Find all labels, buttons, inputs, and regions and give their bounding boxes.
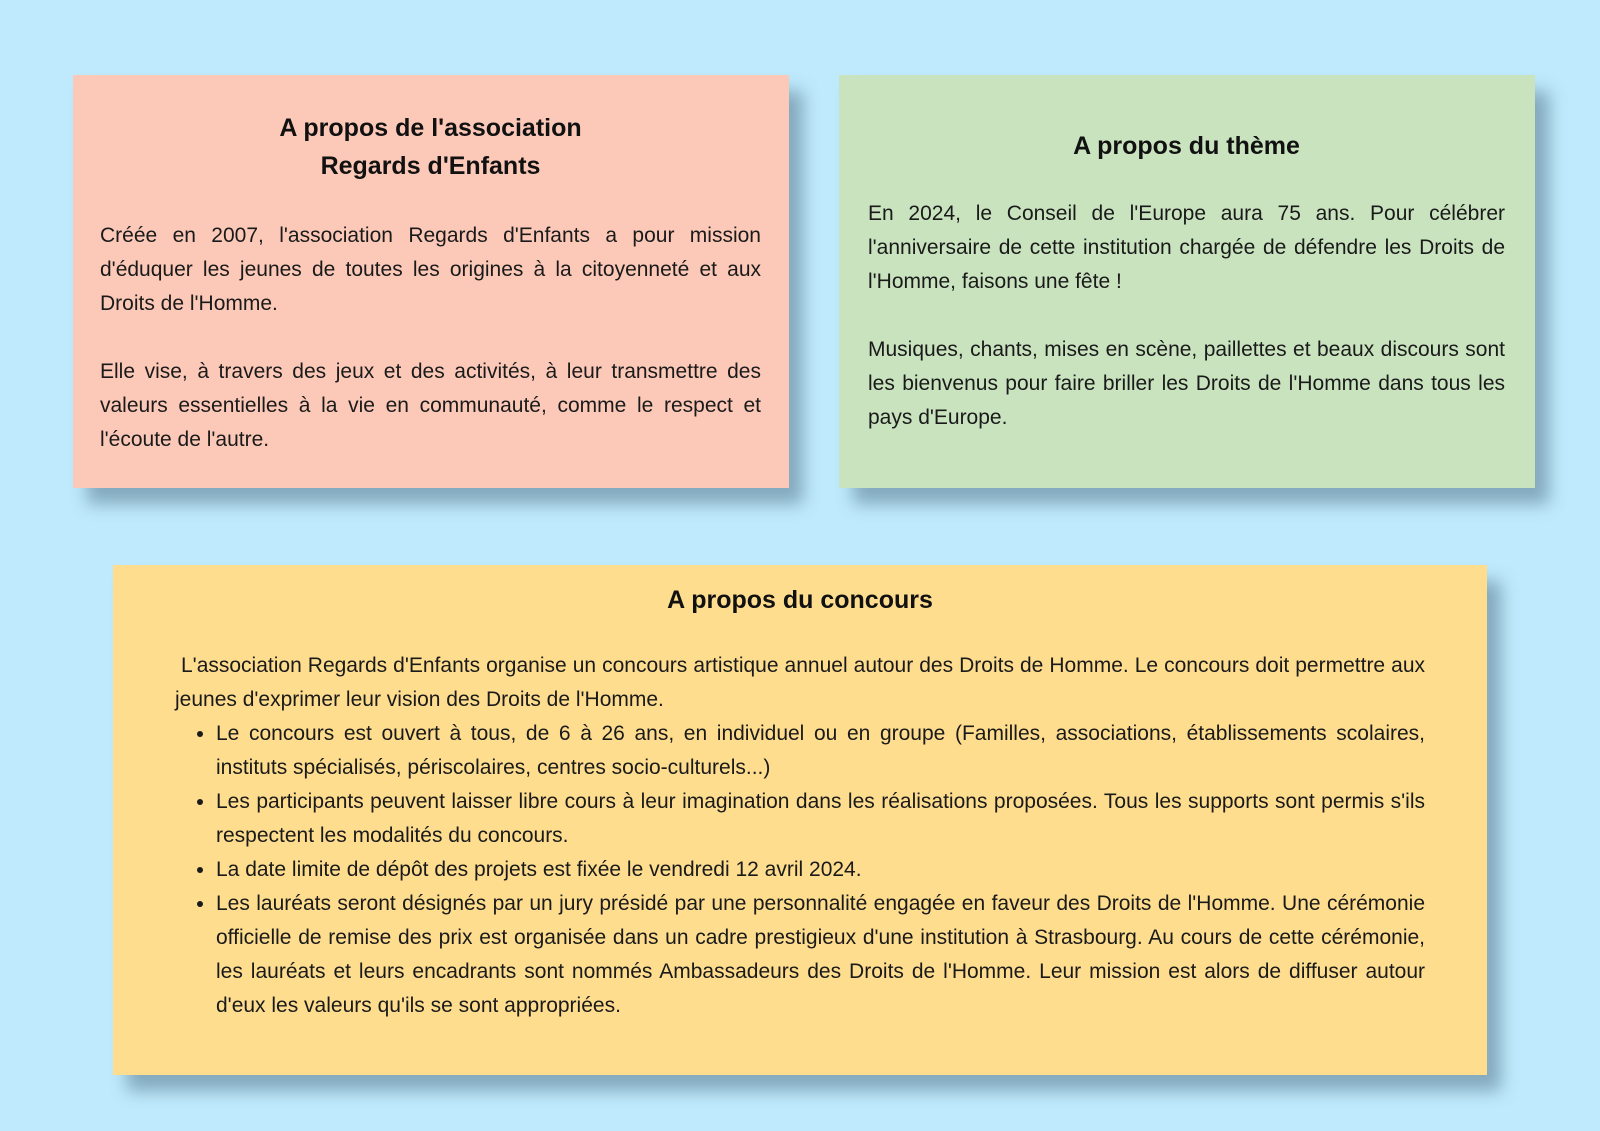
concours-card bbox=[113, 565, 1487, 1075]
theme-paragraph-1: En 2024, le Conseil de l'Europe aura 75 ans. Pour célébrer l'anniversaire de cette institution chargée de défendre les Droits de l'Homme, faisons une fête ! bbox=[868, 202, 1505, 293]
theme-card bbox=[839, 75, 1535, 488]
association-title-line2: Regards d'Enfants bbox=[320, 152, 541, 180]
association-title-line1: A propos de l'association bbox=[279, 114, 582, 142]
concours-bullet-participants: • Les participants peuvent laisser libre cours à leur imagination dans les réalisations proposées. Tous les supports sont permis s'ils respectent les modalités du concours. bbox=[216, 785, 1425, 853]
association-paragraph-2: Elle vise, à travers des jeux et des activités, à leur transmettre des valeurs essentielles à la vie en communauté, comme le respect et l'écoute de l'autre. bbox=[100, 360, 761, 451]
concours-title: A propos du concours bbox=[667, 586, 933, 614]
association-title bbox=[100, 109, 761, 185]
theme-title: A propos du thème bbox=[1073, 132, 1300, 160]
concours-bullet-laureats: • Les lauréats seront désignés par un jury présidé par une personnalité engagée en faveur des Droits de l'Homme. Une cérémonie officielle de remise des prix est organisée dans un cadre prestigieux d'une institution à Strasbourg. Au cours de cette cérémonie, les lauréats et leurs encadrants sont nommés Ambassadeurs des Droits de l'Homme. Leur mission est alors de diffuser autour d'eux les valeurs qu'ils se sont appropriées. bbox=[216, 887, 1425, 1023]
theme-paragraph-2: Musiques, chants, mises en scène, paillettes et beaux discours sont les bienvenus pour faire briller les Droits de l'Homme dans tous les pays d'Europe. bbox=[868, 338, 1505, 429]
association-card bbox=[73, 75, 789, 488]
concours-bullet-list bbox=[175, 717, 1425, 1023]
association-paragraph-1: Créée en 2007, l'association Regards d'Enfants a pour mission d'éduquer les jeunes de toutes les origines à la citoyenneté et aux Droits de l'Homme. bbox=[100, 224, 761, 315]
concours-bullet-age: • Le concours est ouvert à tous, de 6 à 26 ans, en individuel ou en groupe (Familles, associations, établissements scolaires, instituts spécialisés, périscolaires, centres socio-culturels...) bbox=[216, 717, 1425, 785]
concours-intro: L'association Regards d'Enfants organise un concours artistique annuel autour des Droits de Homme. Le concours doit permettre aux jeunes d'exprimer leur vision des Droits de l'Homme. bbox=[175, 654, 1425, 711]
concours-bullet-deadline: • La date limite de dépôt des projets est fixée le vendredi 12 avril 2024. bbox=[216, 853, 1425, 887]
